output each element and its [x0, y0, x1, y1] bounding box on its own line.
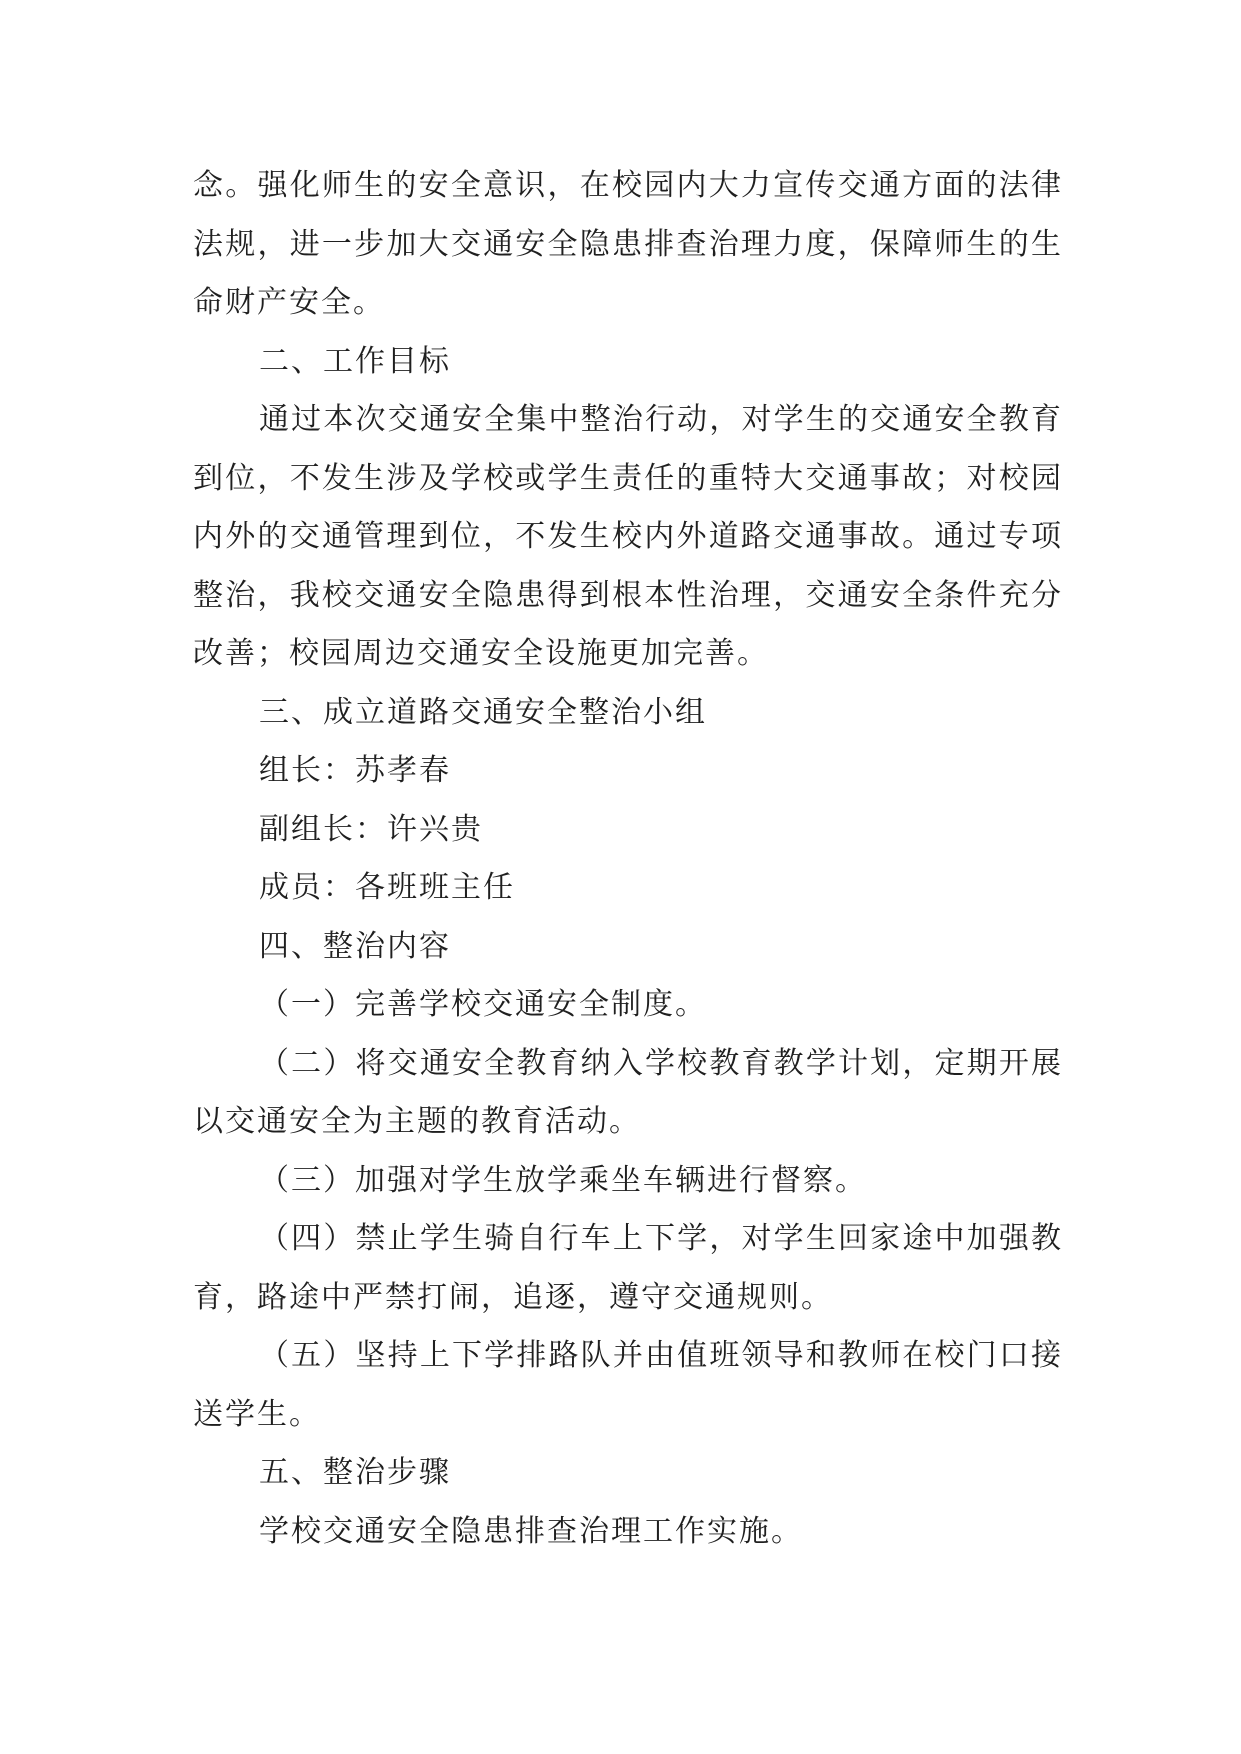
paragraph-continuation: 念。强化师生的安全意识，在校园内大力宣传交通方面的法律法规，进一步加大交通安全隐患排查治理力度，保障师生的生命财产安全。 — [193, 168, 1063, 320]
document-body — [193, 157, 1063, 1561]
content-item-4: （四）禁止学生骑自行车上下学，对学生回家途中加强教育，路途中严禁打闹，追逐，遵守交通规则。 — [193, 1221, 1063, 1315]
heading-work-goals: 二、工作目标 — [259, 343, 451, 379]
paragraph-rectification-steps: 学校交通安全隐患排查治理工作实施。 — [259, 1513, 803, 1549]
content-item-3: （三）加强对学生放学乘坐车辆进行督察。 — [259, 1162, 867, 1198]
heading-rectification-content: 四、整治内容 — [259, 928, 451, 964]
paragraph-work-goals: 通过本次交通安全集中整治行动，对学生的交通安全教育到位，不发生涉及学校或学生责任的重特大交通事故；对校园内外的交通管理到位，不发生校内外道路交通事故。通过专项整治，我校交通安全隐患得到根本性治理，交通安全条件充分改善；校园周边交通安全设施更加完善。 — [193, 402, 1063, 671]
group-members: 成员：各班班主任 — [259, 870, 515, 905]
content-item-1: （一）完善学校交通安全制度。 — [259, 987, 707, 1022]
content-item-2: （二）将交通安全教育纳入学校教育教学计划，定期开展以交通安全为主题的教育活动。 — [193, 1045, 1063, 1139]
content-item-5: （五）坚持上下学排路队并由值班领导和教师在校门口接送学生。 — [193, 1338, 1063, 1432]
group-leader: 组长：苏孝春 — [259, 753, 451, 788]
group-deputy-leader: 副组长：许兴贵 — [259, 811, 483, 847]
heading-rectification-steps: 五、整治步骤 — [259, 1455, 451, 1490]
heading-rectification-group: 三、成立道路交通安全整治小组 — [259, 694, 707, 730]
